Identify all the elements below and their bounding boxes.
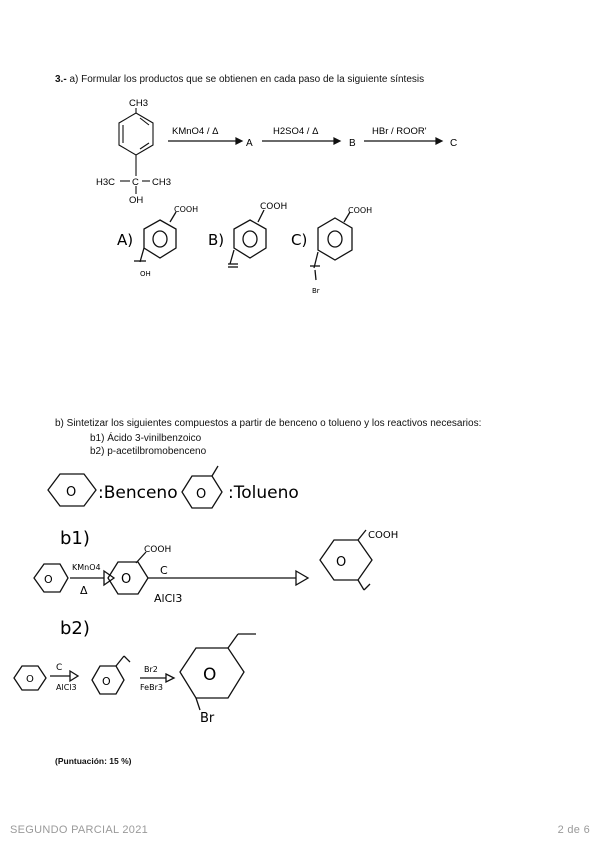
b1-benzene-o: O xyxy=(44,573,53,586)
answer-c-cooh: COOH xyxy=(348,206,373,215)
b1-c: C xyxy=(160,564,168,577)
product-b-label: B xyxy=(349,138,356,149)
answer-c-br: Br xyxy=(312,287,320,295)
b2-febr3: FeBr3 xyxy=(140,683,163,692)
footer-exam-title: SEGUNDO PARCIAL 2021 xyxy=(10,824,149,836)
product-c-label: C xyxy=(450,138,458,149)
reaction-arrows xyxy=(168,138,442,144)
b2-product-o: O xyxy=(203,665,217,685)
score-label: (Puntuación: 15 %) xyxy=(55,756,132,766)
b1-cooh: COOH xyxy=(144,545,172,555)
right-methyl-label: CH3 xyxy=(152,177,172,188)
answer-c-drawing xyxy=(310,212,352,280)
tolueno-label: :Tolueno xyxy=(228,483,299,503)
part-b-item-2: b2) p-acetilbromobenceno xyxy=(90,446,207,457)
arrow-3-head xyxy=(436,138,442,144)
b1-reagent-bottom: Δ xyxy=(80,584,88,597)
b2-label: b2) xyxy=(60,618,90,639)
question-number: 3.- xyxy=(55,74,67,85)
b1-label: b1) xyxy=(60,528,90,549)
center-carbon-label: C xyxy=(132,177,139,188)
left-methyl-label: H3C xyxy=(96,177,116,188)
b1-product-cooh: COOH xyxy=(368,530,399,541)
answer-b-drawing xyxy=(228,210,266,267)
b2-c: C xyxy=(56,663,63,673)
benceno-ring-o: O xyxy=(66,485,77,500)
top-methyl-label: CH3 xyxy=(129,98,149,109)
b2-benzene-o: O xyxy=(26,674,34,685)
answer-a-cooh: COOH xyxy=(174,205,199,214)
reagent-2: H2SO4 / Δ xyxy=(273,126,319,137)
answer-a-label: A) xyxy=(117,231,134,249)
b2-alcl3: AlCl3 xyxy=(56,683,77,692)
b1-alcl3: AlCl3 xyxy=(154,592,183,605)
answer-a-oh: OH xyxy=(140,270,151,278)
answer-b-cooh: COOH xyxy=(260,202,288,212)
b2-tolyl-o: O xyxy=(102,675,111,688)
b2-br2: Br2 xyxy=(144,665,158,674)
b1-product-o: O xyxy=(336,555,347,570)
b1-reagent-top: KMnO4 xyxy=(72,563,101,572)
reagent-1: KMnO4 / Δ xyxy=(172,126,219,137)
arrow-2-head xyxy=(334,138,340,144)
benceno-label: :Benceno xyxy=(98,483,178,503)
b2-br: Br xyxy=(200,711,215,726)
b2-drawing xyxy=(14,634,256,710)
part-b-item-1: b1) Ácido 3-vinilbenzoico xyxy=(90,433,202,444)
arrow-1-head xyxy=(236,138,242,144)
hydroxyl-label: OH xyxy=(129,195,144,206)
part-b-prompt: b) Sintetizar los siguientes compuestos a partir de benceno o tolueno y los reactivos necesarios: xyxy=(55,418,482,429)
reagent-3: HBr / ROOR' xyxy=(372,126,427,137)
answer-a-drawing xyxy=(134,212,176,262)
part-a-text: a) Formular los productos que se obtienen en cada paso de la siguiente síntesis xyxy=(69,74,425,85)
footer-page-number: 2 de 6 xyxy=(557,824,590,836)
answer-c-label: C) xyxy=(291,231,308,249)
answer-b-label: B) xyxy=(208,231,225,249)
b1-acid-o: O xyxy=(121,572,132,587)
product-a-label: A xyxy=(246,138,253,149)
tolueno-ring-o: O xyxy=(196,487,207,502)
